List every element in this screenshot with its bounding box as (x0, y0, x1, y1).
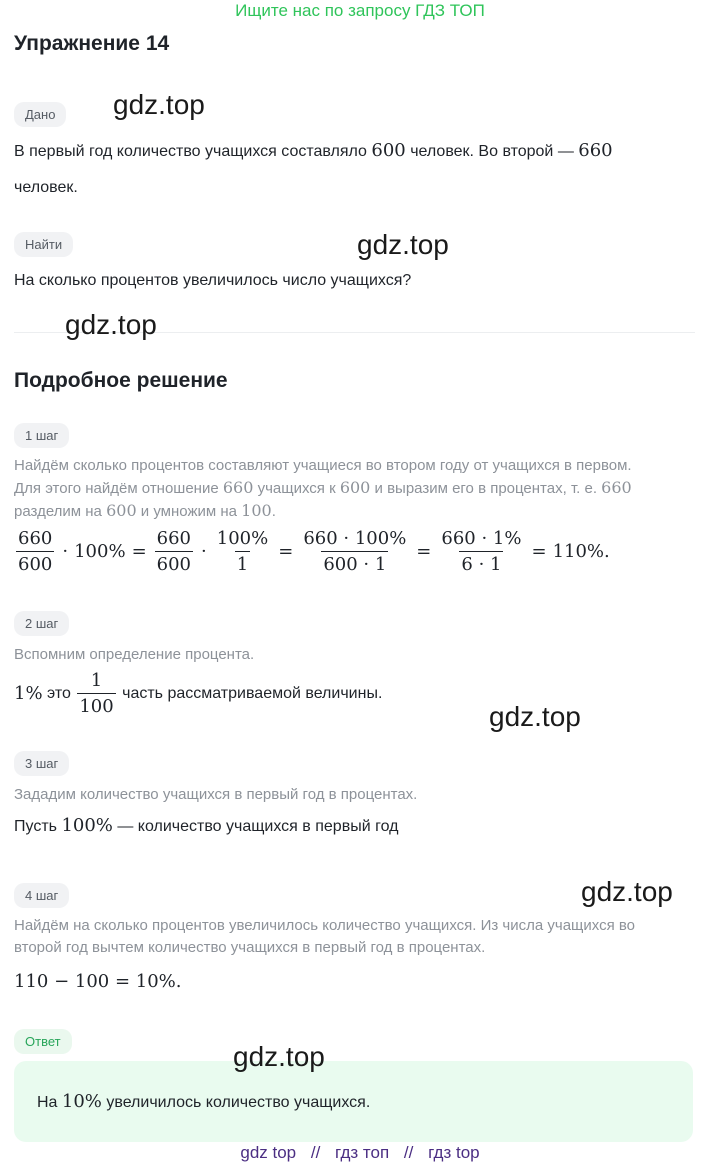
fraction-simplified: $\frac{660 \cdot 1\%}{6 \cdot 1}$ (441, 528, 522, 575)
footer-separator: // (403, 1143, 414, 1162)
step-2-label: 2 шаг (14, 611, 69, 636)
step-4-formula: 110 − 100 = 10%. (14, 971, 182, 992)
watermark: gdz.top (233, 1041, 325, 1072)
footer-separator: // (310, 1143, 321, 1162)
watermark: gdz.top (65, 309, 157, 340)
answer-text: На 10% увеличилось количество учащихся. (37, 1091, 371, 1112)
fraction-660-600: $\frac{660}{600}$ (18, 528, 53, 575)
step-2-description: Вспомним определение процента. (14, 646, 255, 663)
given-label: Дано (14, 102, 66, 127)
fraction-100-1: $\frac{100\%}{1}$ (216, 528, 269, 575)
fraction-660-600-b: $\frac{660}{600}$ (156, 528, 192, 575)
answer-label: Ответ (14, 1029, 72, 1054)
find-label: Найти (14, 232, 73, 257)
watermark: gdz.top (357, 229, 449, 260)
footer-links (0, 1143, 720, 1163)
solution-title: Подробное решение (14, 369, 228, 392)
watermark: gdz.top (581, 876, 673, 907)
step-3-text: Пусть 100% — количество учащихся в первый год (14, 815, 399, 836)
step-4-label: 4 шаг (14, 883, 69, 908)
step-1-description: Найдём сколько процентов составляют учащиеся во втором году от учащихся в первом. Для этого найдём отношение 660 учащихся к 600 и выразим его в процентах, т. е. 660 разделим на 600 и умножим на 100. (14, 457, 632, 520)
top-banner: Ищите нас по запросу ГДЗ ТОП (235, 1, 485, 20)
step-1-label: 1 шаг (14, 423, 69, 448)
fraction-product: $\frac{660 \cdot 100\%}{600 \cdot 1}$ (303, 528, 407, 575)
step-1-formula: $\frac{660}{600}$ · 100% = $\frac{660}{600}$ · $\frac{100\%}{1}$ = $\frac{660 \cdot 100\%}{600 \cdot 1}$ = $\frac{660 \cdot 1\%}{6 \cdot 1}$ = 110%. (18, 528, 610, 575)
given-text: В первый год количество учащихся составляло 600 человек. Во второй — 660 человек. (14, 140, 613, 196)
step-2-text: 1% это $\frac{1}{100}$ часть рассматриваемой величины. (14, 670, 383, 717)
watermark: gdz.top (113, 89, 205, 120)
step-4-description: Найдём на сколько процентов увеличилось количество учащихся. Из числа учащихся во второй год вычтем количество учащихся в первый год в процентах. (14, 917, 636, 956)
watermark: gdz.top (489, 701, 581, 732)
footer-link[interactable]: гдз top (428, 1143, 480, 1162)
answer-box (14, 1061, 693, 1142)
find-text: На сколько процентов увеличилось число учащихся? (14, 272, 412, 289)
step-3-label: 3 шаг (14, 751, 69, 776)
footer-link[interactable]: гдз топ (335, 1143, 390, 1162)
page-title: Упражнение 14 (14, 32, 170, 55)
step-3-description: Зададим количество учащихся в первый год в процентах. (14, 786, 418, 803)
footer-link[interactable]: gdz top (240, 1143, 297, 1162)
